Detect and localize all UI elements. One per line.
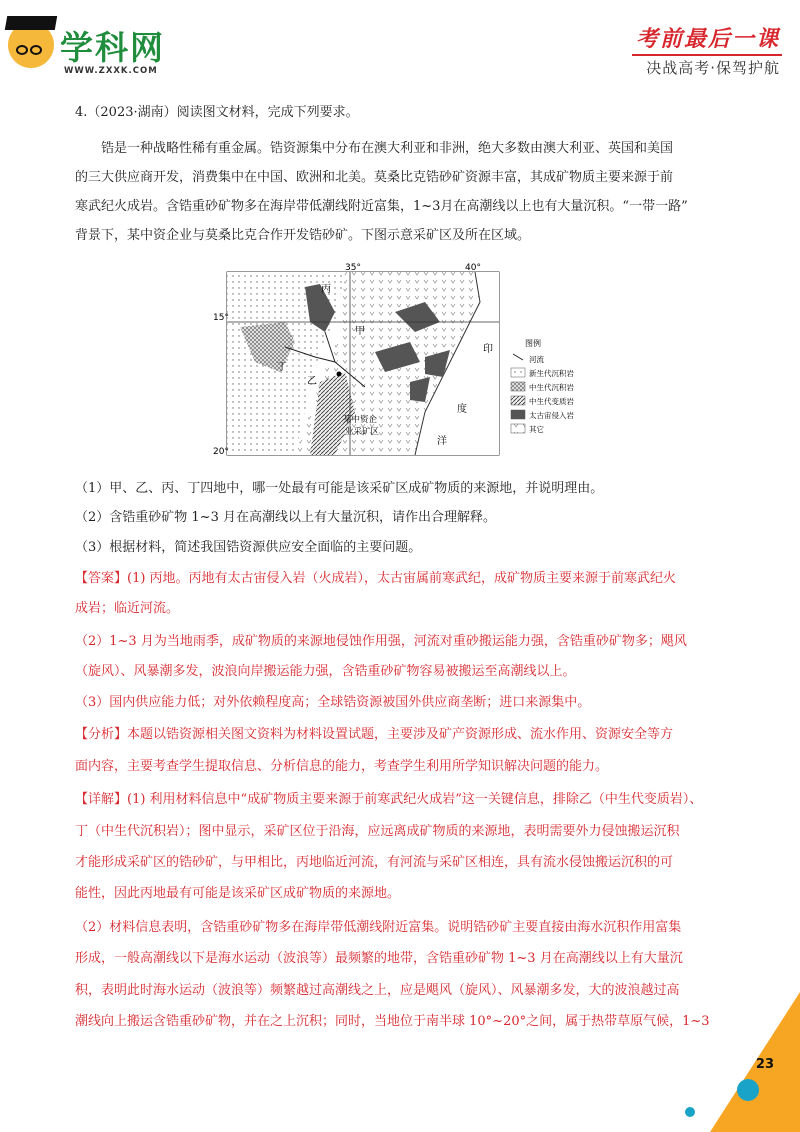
lat-label: 15° (213, 313, 229, 323)
legend-label: 新生代沉积岩 (529, 369, 574, 378)
sea-label: 度 (457, 404, 467, 415)
logo-url: WWW.ZXXK.COM (64, 66, 158, 76)
answer-line: 丁（中生代沉积岩）；图中显示，采矿区位于沿海，应远离成矿物质的来源地，表明需要外力侵蚀搬运沉积 (75, 824, 680, 839)
answer-line: 形成，一般高潮线以下是海水运动（波浪等）最频繁的地带，含锆重砂矿物 1~3 月在高潮线以上有大量沉 (75, 951, 683, 966)
answer-line: 【答案】(1) 丙地。丙地有太古宙侵入岩（火成岩），太古宙属前寒武纪，成矿物质主要来源于前寒武纪火 (75, 571, 677, 586)
question-title: 4.（2023·湖南）阅读图文材料，完成下列要求。 (75, 105, 359, 120)
place-label: 丙 (321, 284, 331, 295)
page-number: 23 (755, 1057, 774, 1072)
brand-divider (632, 54, 782, 56)
brand-block (636, 22, 780, 78)
answer-line: 【详解】(1) 利用材料信息中“成矿物质主要来源于前寒武纪火成岩”这一关键信息，排除乙（中生代变质岩）、 (75, 792, 703, 807)
place-label: 丁 (277, 362, 287, 373)
question-para-line: 的三大供应商开发，消费集中在中国、欧洲和北美。莫桑比克锆砂矿资源丰富，其成矿物质主要来源于前 (75, 170, 674, 185)
corner-decoration (650, 972, 800, 1132)
answer-line: （2）1~3 月为当地雨季，成矿物质的来源地侵蚀作用强，河流对重砂搬运能力强，含锆重砂矿物多；飓风 (75, 634, 687, 649)
answer-line: 积，表明此时海水运动（波浪等）频繁越过高潮线之上，应是飓风（旋风）、风暴潮多发，大的波浪越过高 (75, 983, 680, 998)
sea-label: 印 (483, 344, 493, 355)
graduation-cap-icon (5, 16, 57, 30)
logo-name: 学科网 (60, 28, 165, 67)
legend-label: 其它 (529, 425, 544, 434)
answer-line: 潮线向上搬运含锆重砂矿物，并在之上沉积；同时，当地位于南半球 10°~20°之间，属于热带草原气候，1~3 (75, 1014, 710, 1029)
legend-label: 太古宙侵入岩 (529, 411, 574, 420)
legend-label: 中生代变质岩 (529, 397, 574, 406)
sub-question: （2）含锆重砂矿物 1~3 月在高潮线以上有大量沉积，请作出合理解释。 (75, 510, 496, 525)
brand-subtitle: 决战高考·保驾护航 (646, 59, 780, 77)
answer-line: （3）国内供应能力低；对外依赖程度高；全球锆资源被国外供应商垄断；进口来源集中。 (75, 695, 591, 710)
map-legend (511, 338, 574, 434)
sub-question: （3）根据材料，简述我国锆资源供应安全面临的主要问题。 (75, 540, 422, 555)
sea-label: 洋 (437, 436, 447, 447)
lat-label: 20° (213, 447, 229, 457)
question-para-line: 寒武纪火成岩。含锆重砂矿物多在海岸带低潮线附近富集，1~3月在高潮线以上也有大量沉积。“一带一路” (75, 199, 688, 214)
answer-line: 才能形成采矿区的锆砂矿，与甲相比，丙地临近河流，有河流与采矿区相连，具有流水侵蚀搬运沉积的可 (75, 855, 674, 870)
mine-label: 业采矿区 (345, 427, 380, 437)
glasses-icon (16, 40, 46, 50)
lon-label: 40° (465, 263, 481, 273)
legend-label: 中生代沉积岩 (529, 383, 574, 392)
lon-label: 35° (345, 263, 361, 273)
answer-line: 能性，因此丙地最有可能是该采矿区成矿物质的来源地。 (75, 886, 401, 901)
place-label: 甲 (355, 326, 365, 337)
place-label: 乙 (307, 376, 317, 387)
answer-line: 成岩；临近河流。 (75, 601, 180, 616)
region-map (213, 262, 595, 467)
answer-line: 【分析】本题以锆资源相关图文资料为材料设置试题，主要涉及矿产资源形成、流水作用、资源安全等方 (75, 727, 674, 742)
legend-title: 图例 (525, 339, 541, 348)
answer-line: （2）材料信息表明，含锆重砂矿物多在海岸带低潮线附近富集。说明锆砂矿主要直接由海水沉积作用富集 (75, 920, 682, 935)
sub-question: （1）甲、乙、丙、丁四地中，哪一处最有可能是该采矿区成矿物质的来源地，并说明理由。 (75, 481, 604, 496)
answer-line: （旋风）、风暴潮多发，波浪向岸搬运能力强，含锆重砂矿物容易被搬运至高潮线以上。 (75, 664, 576, 679)
question-para-line: 背景下，某中资企业与莫桑比克合作开发锆砂矿。下图示意采矿区及所在区域。 (75, 228, 531, 243)
mine-label: 某中资企 (343, 415, 378, 425)
question-para-line: 锆是一种战略性稀有重金属。锆资源集中分布在澳大利亚和非洲，绝大多数由澳大利亚、英国和美国 (101, 141, 674, 156)
logo (8, 10, 168, 80)
legend-label: 河流 (529, 355, 544, 364)
answer-line: 面内容，主要考查学生提取信息、分析信息的能力，考查学生利用所学知识解决问题的能力。 (75, 759, 609, 774)
brand-title: 考前最后一课 (635, 27, 780, 52)
